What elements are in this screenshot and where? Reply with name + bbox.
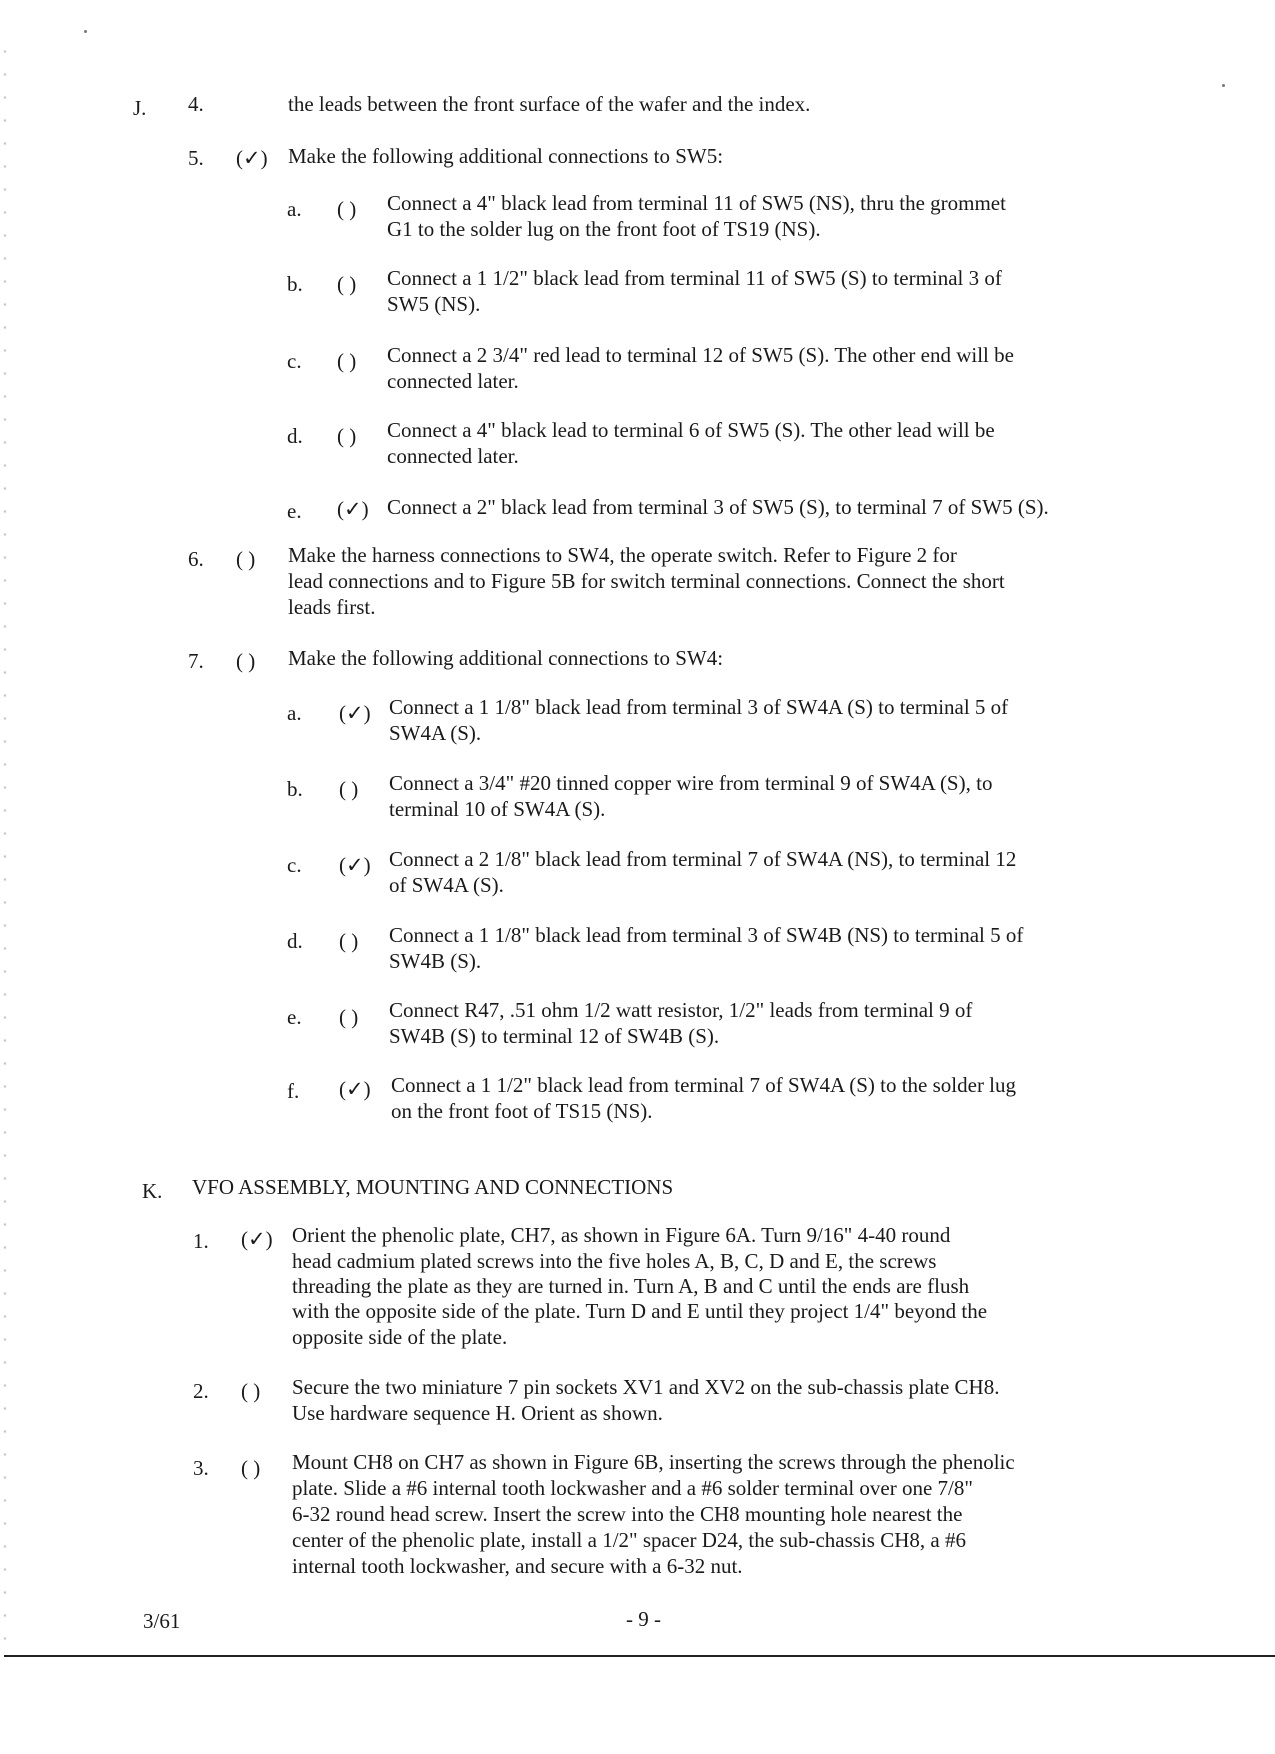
step-j5c-line1: Connect a 2 3/4" red lead to terminal 12 of SW5 (S). The other end will be [387,343,1014,367]
step-j7e-line2: SW4B (S) to terminal 12 of SW4B (S). [389,1024,720,1048]
step-k3-line5: internal tooth lockwasher, and secure with a 6-32 nut. [292,1554,743,1578]
step-k3-line3: 6-32 round head screw. Insert the screw into the CH8 mounting hole nearest the [292,1502,963,1526]
step-k1-line5: opposite side of the plate. [292,1325,508,1349]
step-j7f-line2: on the front foot of TS15 (NS). [391,1099,653,1123]
step-j5a-checkbox[interactable]: ( ) [337,197,357,221]
footer-page-number: - 9 - [626,1607,661,1631]
step-k1-number: 1. [193,1229,209,1253]
step-j7c-line1: Connect a 2 1/8" black lead from terminal 7 of SW4A (NS), to terminal 12 [389,847,1017,871]
step-j5c-line2: connected later. [387,369,519,393]
step-j7-number: 7. [188,649,204,673]
step-j7c-line2: of SW4A (S). [389,873,504,897]
section-j-marker: J. [133,96,147,120]
step-j5e-letter: e. [287,499,302,523]
step-k1-checkbox[interactable]: (✓) [241,1227,273,1251]
step-j5-checkbox[interactable]: (✓) [236,146,268,170]
step-k3-line2: plate. Slide a #6 internal tooth lockwasher and a #6 solder terminal over one 7/8" [292,1476,973,1500]
step-j5-text: Make the following additional connections to SW5: [288,144,724,168]
step-k1-line3: threading the plate as they are turned in. Turn A, B and C until the ends are flush [292,1274,970,1298]
step-j5b-letter: b. [287,272,303,296]
step-j5-number: 5. [188,146,204,170]
step-k3-line4: center of the phenolic plate, install a 1/2" spacer D24, the sub-chassis CH8, a #6 [292,1528,966,1552]
step-k3-line1: Mount CH8 on CH7 as shown in Figure 6B, inserting the screws through the phenolic [292,1450,1015,1474]
section-k-marker: K. [142,1179,163,1203]
scan-speck [84,30,87,33]
step-j7-text: Make the following additional connections to SW4: [288,646,724,670]
step-j7b-letter: b. [287,777,303,801]
step-j5c-checkbox[interactable]: ( ) [337,349,357,373]
step-j5b-checkbox[interactable]: ( ) [337,272,357,296]
scan-speck [1222,84,1225,87]
step-j6-checkbox[interactable]: ( ) [236,547,256,571]
step-j6-line1: Make the harness connections to SW4, the operate switch. Refer to Figure 2 for [288,543,957,567]
section-k-heading: VFO ASSEMBLY, MOUNTING AND CONNECTIONS [192,1175,674,1199]
step-j5d-line2: connected later. [387,444,519,468]
step-j4-number: 4. [188,92,204,116]
step-j7d-line1: Connect a 1 1/8" black lead from terminal 3 of SW4B (NS) to terminal 5 of [389,923,1024,947]
step-j5e-line1: Connect a 2" black lead from terminal 3 of SW5 (S), to terminal 7 of SW5 (S). [387,495,1049,519]
step-j5d-checkbox[interactable]: ( ) [337,424,357,448]
step-j5d-line1: Connect a 4" black lead to terminal 6 of SW5 (S). The other lead will be [387,418,995,442]
step-j7b-line1: Connect a 3/4" #20 tinned copper wire from terminal 9 of SW4A (S), to [389,771,993,795]
step-j7a-line2: SW4A (S). [389,721,482,745]
step-j7e-checkbox[interactable]: ( ) [339,1005,359,1029]
scan-edge-marks [2,40,8,1660]
step-j5b-line2: SW5 (NS). [387,292,481,316]
step-j7a-letter: a. [287,701,302,725]
step-j7b-checkbox[interactable]: ( ) [339,777,359,801]
step-j6-number: 6. [188,547,204,571]
step-j7c-checkbox[interactable]: (✓) [339,853,371,877]
step-j7a-checkbox[interactable]: (✓) [339,701,371,725]
step-k3-number: 3. [193,1456,209,1480]
step-k1-line4: with the opposite side of the plate. Turn D and E until they project 1/4" beyond the [292,1299,988,1323]
footer-rule [4,1655,1275,1657]
step-k2-number: 2. [193,1379,209,1403]
step-k1-line1: Orient the phenolic plate, CH7, as shown in Figure 6A. Turn 9/16" 4-40 round [292,1223,951,1247]
step-k2-checkbox[interactable]: ( ) [241,1379,261,1403]
step-j7b-line2: terminal 10 of SW4A (S). [389,797,606,821]
step-j7a-line1: Connect a 1 1/8" black lead from terminal 3 of SW4A (S) to terminal 5 of [389,695,1009,719]
step-j7f-checkbox[interactable]: (✓) [339,1077,371,1101]
step-j7e-letter: e. [287,1005,302,1029]
step-j7f-line1: Connect a 1 1/2" black lead from terminal 7 of SW4A (S) to the solder lug [391,1073,1017,1097]
step-k1-line2: head cadmium plated screws into the five holes A, B, C, D and E, the screws [292,1249,937,1273]
step-k2-line2: Use hardware sequence H. Orient as shown. [292,1401,663,1425]
step-j5b-line1: Connect a 1 1/2" black lead from terminal 11 of SW5 (S) to terminal 3 of [387,266,1002,290]
step-j4-text: the leads between the front surface of the wafer and the index. [288,92,811,116]
step-j6-line3: leads first. [288,595,376,619]
step-j6-line2: lead connections and to Figure 5B for switch terminal connections. Connect the short [288,569,1005,593]
step-j7d-line2: SW4B (S). [389,949,482,973]
step-j7-checkbox[interactable]: ( ) [236,649,256,673]
step-j7c-letter: c. [287,853,302,877]
step-j7d-checkbox[interactable]: ( ) [339,929,359,953]
step-j5a-line1: Connect a 4" black lead from terminal 11 of SW5 (NS), thru the grommet [387,191,1006,215]
step-j7f-letter: f. [287,1079,300,1103]
step-j5a-letter: a. [287,197,302,221]
step-j5d-letter: d. [287,424,303,448]
footer-date: 3/61 [143,1609,181,1633]
step-j5a-line2: G1 to the solder lug on the front foot of TS19 (NS). [387,217,821,241]
step-j5c-letter: c. [287,349,302,373]
step-j7d-letter: d. [287,929,303,953]
step-j5e-checkbox[interactable]: (✓) [337,497,369,521]
step-k3-checkbox[interactable]: ( ) [241,1456,261,1480]
step-j7e-line1: Connect R47, .51 ohm 1/2 watt resistor, 1/2" leads from terminal 9 of [389,998,973,1022]
step-k2-line1: Secure the two miniature 7 pin sockets XV1 and XV2 on the sub-chassis plate CH8. [292,1375,1000,1399]
